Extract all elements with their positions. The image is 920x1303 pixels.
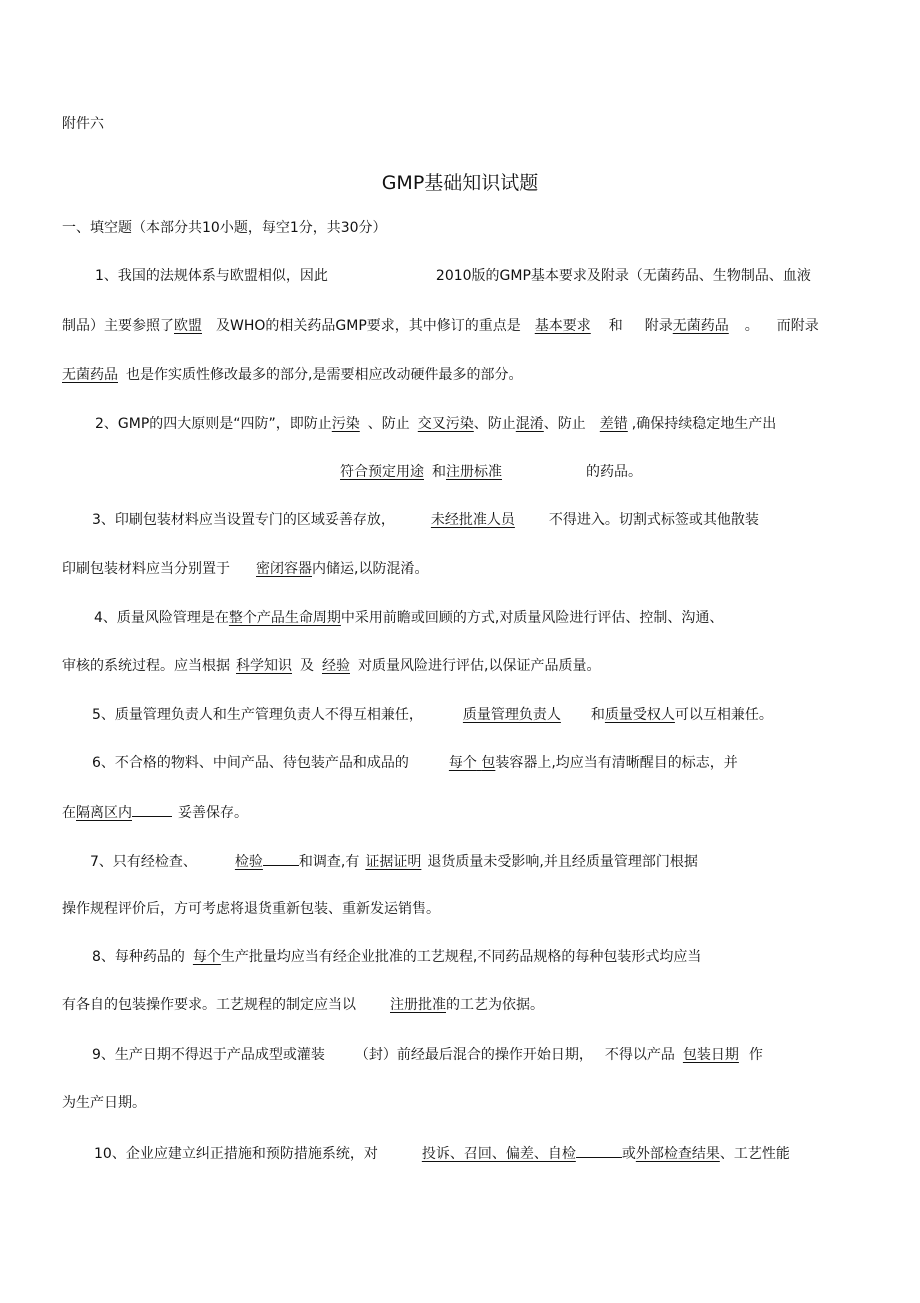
q1-text-h: 而附录 bbox=[776, 318, 819, 334]
q1-line1 bbox=[95, 266, 855, 286]
q1-line2 bbox=[62, 316, 862, 336]
q6-text-d: 妥善保存。 bbox=[178, 805, 248, 821]
q8-text-c: 有各自的包装操作要求。工艺规程的制定应当以 bbox=[62, 997, 356, 1013]
q5-text-a: 5、质量管理负责人和生产管理负责人不得互相兼任， bbox=[92, 707, 423, 723]
q10-text-a: 10、企业应建立纠正措施和预防措施系统，对 bbox=[94, 1146, 378, 1162]
q3-text-a: 3、印刷包装材料应当设置专门的区域妥善存放， bbox=[92, 512, 395, 528]
q7-text-a: 7、只有经检查、 bbox=[90, 854, 197, 870]
q2-line1 bbox=[95, 414, 855, 434]
q6-text-c: 在 bbox=[62, 805, 76, 821]
q3-answer-2: 密闭容器 bbox=[256, 561, 312, 577]
q1-answer-2: 基本要求 bbox=[534, 318, 591, 334]
q8-text-a: 8、每种药品的 bbox=[92, 949, 185, 965]
q2-text-a: 2、GMP的四大原则是“四防”，即防止 bbox=[95, 416, 332, 432]
q2-text-d: 、防止 bbox=[543, 416, 586, 432]
q7-text-c: 退货质量未受影响,并且经质量管理部门根据 bbox=[427, 854, 698, 870]
q2-answer-2: 交叉污染 bbox=[417, 416, 474, 432]
q7-blank-underline bbox=[263, 850, 299, 866]
q2-line2 bbox=[340, 462, 740, 482]
q3-text-c: 印刷包装材料应当分别置于 bbox=[62, 561, 230, 577]
q8-text-b: 生产批量均应当有经企业批准的工艺规程,不同药品规格的每种包装形式均应当 bbox=[220, 949, 702, 965]
q4-text-a: 4、质量风险管理是在 bbox=[94, 610, 229, 626]
q7-answer-2: 证据证明 bbox=[365, 854, 422, 870]
q1-line3 bbox=[62, 365, 862, 385]
q1-text-f: 附录 bbox=[644, 318, 673, 334]
q2-answer-4: 差错 bbox=[599, 416, 628, 432]
q2-answer-1: 污染 bbox=[331, 416, 360, 432]
q9-text-c: 不得以产品 bbox=[604, 1047, 675, 1063]
section-heading bbox=[62, 218, 862, 238]
q2-text-b: 、防止 bbox=[367, 416, 410, 432]
q3-text-b: 不得进入。切割式标签或其他散装 bbox=[548, 512, 759, 528]
q6-line1 bbox=[92, 753, 862, 773]
q8-text-d: 的工艺为依据。 bbox=[446, 997, 544, 1013]
q10-line1 bbox=[94, 1142, 862, 1164]
q3-answer-1: 未经批准人员 bbox=[430, 512, 515, 528]
q7-line2 bbox=[62, 899, 862, 919]
attachment-text: 附件六 bbox=[62, 116, 104, 132]
q9-text-b: （封）前经最后混合的操作开始日期， bbox=[354, 1047, 593, 1063]
q2-answer-3: 混淆 bbox=[515, 416, 544, 432]
q1-text-a: 1、我国的法规体系与欧盟相似，因此 bbox=[95, 268, 328, 284]
q1-text-e: 和 bbox=[608, 318, 623, 334]
q5-answer-2: 质量受权人 bbox=[604, 707, 675, 723]
q9-answer-1: 包装日期 bbox=[682, 1047, 739, 1063]
q5-text-c: 可以互相兼任。 bbox=[674, 707, 773, 723]
q3-line1 bbox=[92, 510, 862, 530]
q5-text-b: 和 bbox=[590, 707, 605, 723]
q1-answer-3: 无菌药品 bbox=[672, 318, 729, 334]
q3-line2 bbox=[62, 559, 862, 579]
q7-line1 bbox=[90, 850, 862, 872]
q7-text-b: 和调查,有 bbox=[298, 854, 360, 870]
q4-answer-3: 经验 bbox=[322, 658, 350, 674]
q4-line1 bbox=[94, 608, 862, 628]
q7-answer-1: 检验 bbox=[234, 854, 263, 870]
q10-answer-1: 投诉、召回、偏差、自检 bbox=[421, 1146, 576, 1162]
q4-text-b: 中采用前瞻或回顾的方式,对质量风险进行评估、控制、沟通、 bbox=[340, 610, 724, 626]
q2-text-g: 的药品。 bbox=[586, 464, 642, 480]
q1-text-d: 及WHO的相关药品GMP要求，其中修订的重点是 bbox=[216, 318, 521, 334]
q2-text-c: 、防止 bbox=[473, 416, 516, 432]
q3-text-d: 内储运,以防混淆。 bbox=[312, 561, 429, 577]
q8-answer-2: 注册批准 bbox=[390, 997, 446, 1013]
q6-line2 bbox=[62, 801, 862, 823]
q10-blank-underline bbox=[576, 1142, 622, 1158]
q1-answer-1: 欧盟 bbox=[174, 318, 202, 334]
q1-answer-4: 无菌药品 bbox=[62, 367, 118, 383]
q2-answer-6: 注册标准 bbox=[446, 464, 502, 480]
q9-line2 bbox=[62, 1093, 862, 1113]
q4-answer-1: 整个产品生命周期 bbox=[228, 610, 341, 626]
q4-line2 bbox=[62, 656, 862, 676]
q4-text-e: 对质量风险进行评估,以保证产品质量。 bbox=[358, 658, 601, 674]
q2-text-e: ,确保持续稳定地生产出 bbox=[631, 416, 777, 432]
q8-line2 bbox=[62, 995, 862, 1015]
attachment-label bbox=[62, 114, 862, 134]
q7-text-d: 操作规程评价后，方可考虑将退货重新包装、重新发运销售。 bbox=[62, 901, 440, 917]
q9-text-e: 为生产日期。 bbox=[62, 1095, 146, 1111]
q6-answer-1b: 包 bbox=[481, 755, 496, 771]
q8-line1 bbox=[92, 947, 862, 967]
q4-text-d: 及 bbox=[300, 658, 314, 674]
q10-answer-2: 外部检查结果 bbox=[635, 1146, 720, 1162]
q10-text-c: 、工艺性能 bbox=[719, 1146, 790, 1162]
page-title: GMP基础知识试题 bbox=[381, 172, 539, 194]
section-heading-text: 一、填空题（本部分共10小题，每空1分，共30分） bbox=[62, 220, 387, 236]
q1-text-g: 。 bbox=[744, 318, 759, 334]
q9-line1 bbox=[92, 1045, 862, 1065]
q1-text-b: 2010版的GMP基本要求及附录（无菌药品、生物制品、血液 bbox=[435, 268, 811, 284]
q1-text-c: 制品）主要参照了 bbox=[62, 318, 174, 334]
q2-answer-5: 符合预定用途 bbox=[340, 464, 424, 480]
q8-answer-1: 每个 bbox=[192, 949, 221, 965]
q6-text-a: 6、不合格的物料、中间产品、待包装产品和成品的 bbox=[92, 755, 409, 771]
q5-line1 bbox=[92, 705, 862, 725]
q9-text-a: 9、生产日期不得迟于产品成型或灌装 bbox=[92, 1047, 325, 1063]
q6-text-b: 装容器上,均应当有清晰醒目的标志，并 bbox=[495, 755, 738, 771]
q4-text-c: 审核的系统过程。应当根据 bbox=[62, 658, 230, 674]
q4-answer-2: 科学知识 bbox=[236, 658, 292, 674]
q9-text-d: 作 bbox=[748, 1047, 763, 1063]
q1-text-i: 也是作实质性修改最多的部分,是需要相应改动硬件最多的部分。 bbox=[126, 367, 523, 383]
q6-answer-1: 每个 bbox=[448, 755, 477, 771]
q5-answer-1: 质量管理负责人 bbox=[462, 707, 561, 723]
q6-blank-underline bbox=[132, 801, 172, 817]
q2-text-f: 和 bbox=[432, 464, 446, 480]
q6-answer-2: 隔离区内 bbox=[76, 805, 132, 821]
q10-text-b: 或 bbox=[621, 1146, 636, 1162]
